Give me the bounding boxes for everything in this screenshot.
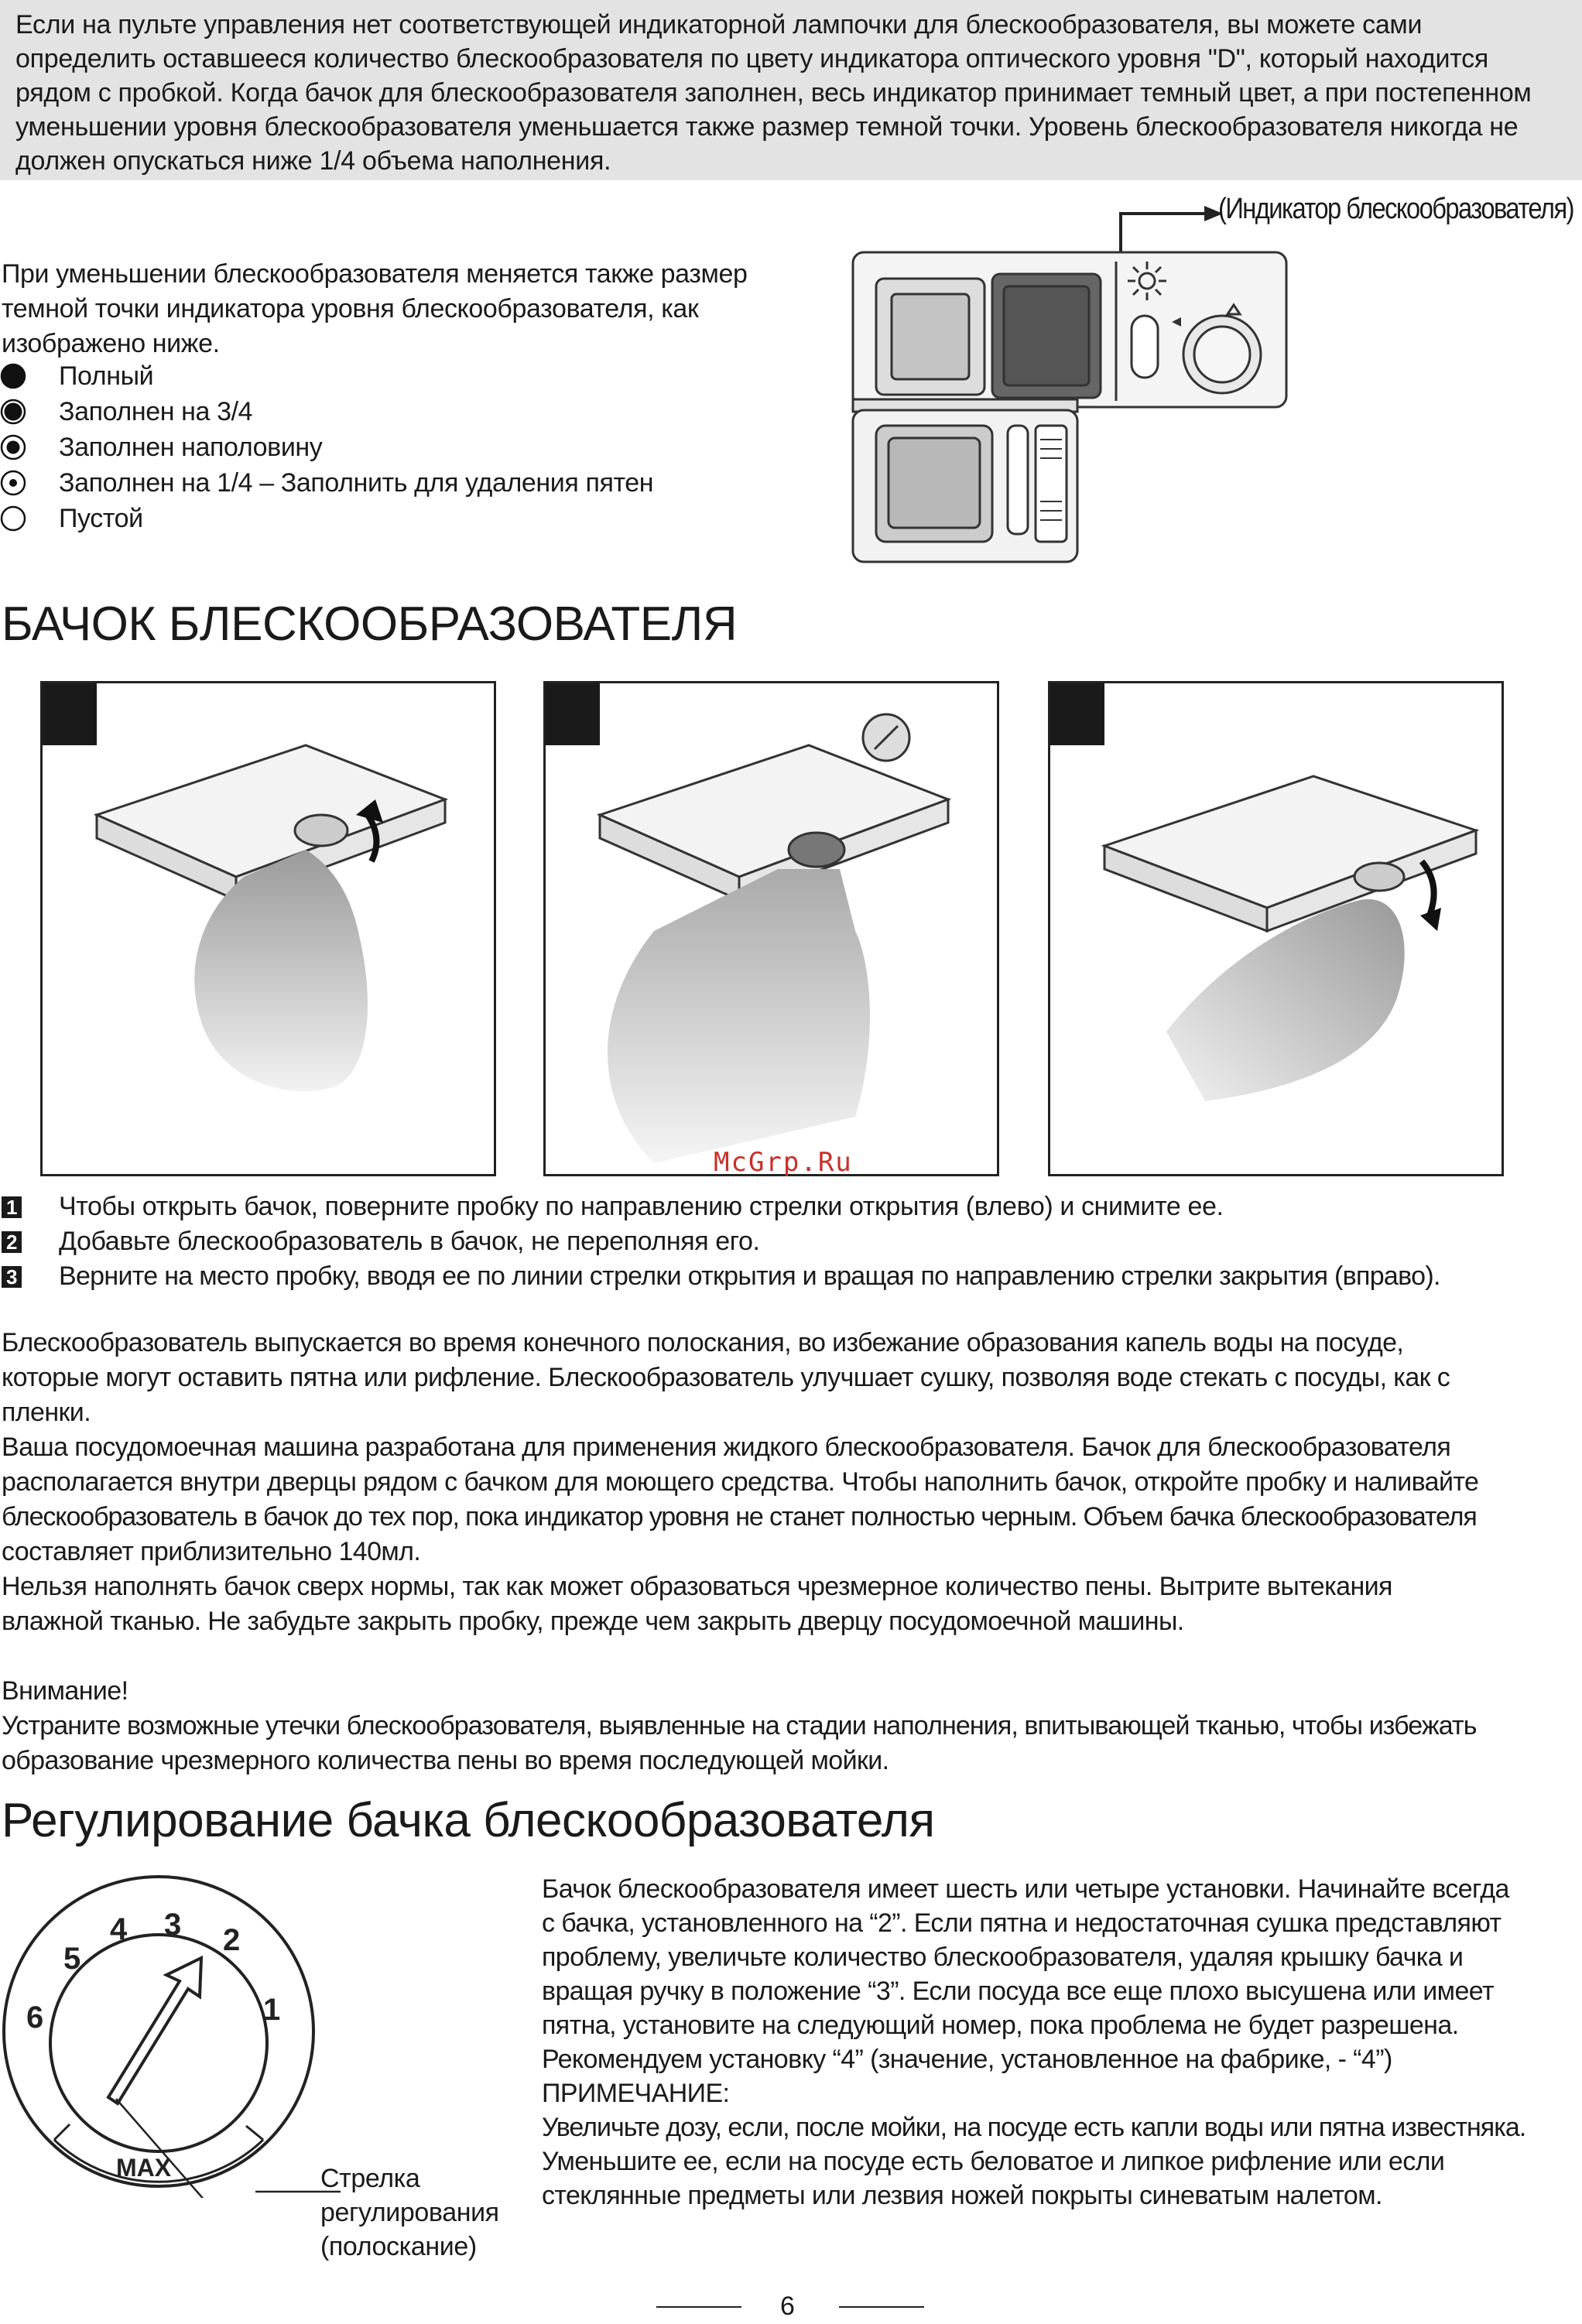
level-legend bbox=[0, 358, 653, 536]
intro-text: Если на пульте управления нет соответствующей индикаторной лампочки для блескообразователя, вы можете сами определить оставшееся количество блескообразователя по цвету индикатора оптического уровня "D", который находится рядом с пробкой. Когда бачок для блескообразователя заполнен, весь индикатор принимает темный цвет, а при постепенном уменьшении уровня блескообразователя уменьшается также размер темной точки. Уровень блескообразователя никогда не должен опускаться ниже 1/4 объема наполнения. bbox=[15, 10, 1532, 176]
dial-number-2: 2 bbox=[223, 1923, 241, 1957]
step-panel-1 bbox=[40, 681, 496, 1176]
footer-line-left bbox=[656, 2306, 741, 2308]
adjust-text: Бачок блескообразователя имеет шесть или четыре установки. Начинайте всегда с бачка, установленного на “2”. Если пятна и недостаточная сушка представляют проблему, увеличьте количество блескообразователя, удаляя крышку бачка и вращая ручку в положение “3”. Если посуда все еще плохо высушена или имеет пятна, установите на следующий номер, пока проблема не будет разрешена. Рекомендуем установку “4” (значение, установленное на фабрике, - “4”) ПРИМЕЧАНИЕ: Увеличьте дозу, если, после мойки, на посуде есть капли воды или пятна известняка. Уменьшите ее, если на посуде есть беловатое и липкое рифление или если стеклянные предметы или лезвия ножей покрыты синеватым налетом. bbox=[542, 1874, 1526, 2210]
body-text: Блескообразователь выпускается во время конечного полоскания, во избежание образования капель воды на посуде, которые могут оставить пятна или рифление. Блескообразователь улучшает сушку, позволяя воде стекать с посуды, как с пленки. Ваша посудомоечная машина разработана для применения жидкого блескообразователя. Бачок для блескообразователя располагается внутри дверцы рядом с бачком для моющего средства. Чтобы наполнить бачок, откройте пробку и наливайте блескообразователь в бачок до тех пор, пока индикатор уровня не станет полностью черным. Объем бачка блескообразователя составляет приблизительно 140мл. Нельзя наполнять бачок сверх нормы, так как может образоваться чрезмерное количество пены. Вытрите вытекания влажной тканью. Не забудьте закрыть пробку, прежде чем закрыть дверцу посудомоечной машины. Внимание! Устраните возможные утечки блескообразователя, выявленные на стадии наполнения, впитывающей тканью, чтобы избежать образование чрезмерного количества пены во время последующей мойки. bbox=[2, 1326, 1580, 1778]
step-panel-3 bbox=[1048, 681, 1504, 1176]
step-3-illustration bbox=[1050, 683, 1502, 1174]
arrow-caption: Стрелка регулирования (полоскание) bbox=[320, 2164, 499, 2261]
watermark: McGrp.Ru bbox=[714, 1147, 853, 1178]
level-half-icon bbox=[0, 434, 26, 460]
dial-max-label: MAX bbox=[116, 2154, 172, 2182]
dispenser-diagram bbox=[845, 246, 1294, 571]
level-empty: Пустой bbox=[0, 501, 653, 536]
step-3: 3 Верните на место пробку, вводя ее по линии стрелки открытия и вращая по направлению стрелки закрытия (вправо). bbox=[2, 1259, 1440, 1294]
tank-heading: БАЧОК БЛЕСКООБРАЗОВАТЕЛЯ bbox=[2, 597, 738, 651]
level-intro-line1: При уменьшении блескообразователя меняется также размер bbox=[2, 259, 748, 289]
level-intro-line3: изображено ниже. bbox=[2, 329, 220, 358]
adjust-heading: Регулирование бачка блескообразователя bbox=[2, 1794, 935, 1847]
steps-list bbox=[2, 1189, 1440, 1294]
adjust-dial bbox=[0, 1873, 325, 2198]
level-three-quarter: Заполнен на 3/4 bbox=[0, 394, 653, 430]
level-intro-line2: темной точки индикатора уровня блескообразователя, как bbox=[2, 294, 699, 323]
level-full: Полный bbox=[0, 358, 653, 394]
dial-number-1: 1 bbox=[263, 1993, 281, 2027]
level-half: Заполнен наполовину bbox=[0, 430, 653, 465]
page-number: 6 bbox=[780, 2291, 795, 2321]
dial-number-3: 3 bbox=[164, 1908, 182, 1942]
step-panel-2 bbox=[543, 681, 999, 1176]
step-2-number: 2 bbox=[2, 1231, 22, 1253]
step-1-illustration bbox=[43, 683, 494, 1174]
step-2-illustration bbox=[546, 683, 997, 1174]
dial-number-5: 5 bbox=[63, 1942, 81, 1976]
level-quarter-icon bbox=[0, 470, 26, 496]
dial-number-6: 6 bbox=[26, 2001, 44, 2035]
dial-number-4: 4 bbox=[110, 1912, 128, 1946]
step-1-number: 1 bbox=[2, 1196, 22, 1218]
level-three-quarter-icon bbox=[0, 399, 26, 425]
step-3-number: 3 bbox=[2, 1266, 22, 1288]
indicator-label: (Индикатор блескообразователя) bbox=[1218, 193, 1573, 225]
footer-line-right bbox=[839, 2306, 924, 2308]
step-2: 2 Добавьте блескообразователь в бачок, не переполняя его. bbox=[2, 1224, 1440, 1259]
step-1: 1 Чтобы открыть бачок, поверните пробку по направлению стрелки открытия (влево) и снимите ее. bbox=[2, 1189, 1440, 1224]
attention-label: Внимание! bbox=[2, 1676, 128, 1706]
level-quarter: Заполнен на 1/4 – Заполнить для удаления пятен bbox=[0, 465, 653, 501]
level-empty-icon bbox=[0, 505, 26, 532]
level-full-icon bbox=[0, 363, 26, 389]
